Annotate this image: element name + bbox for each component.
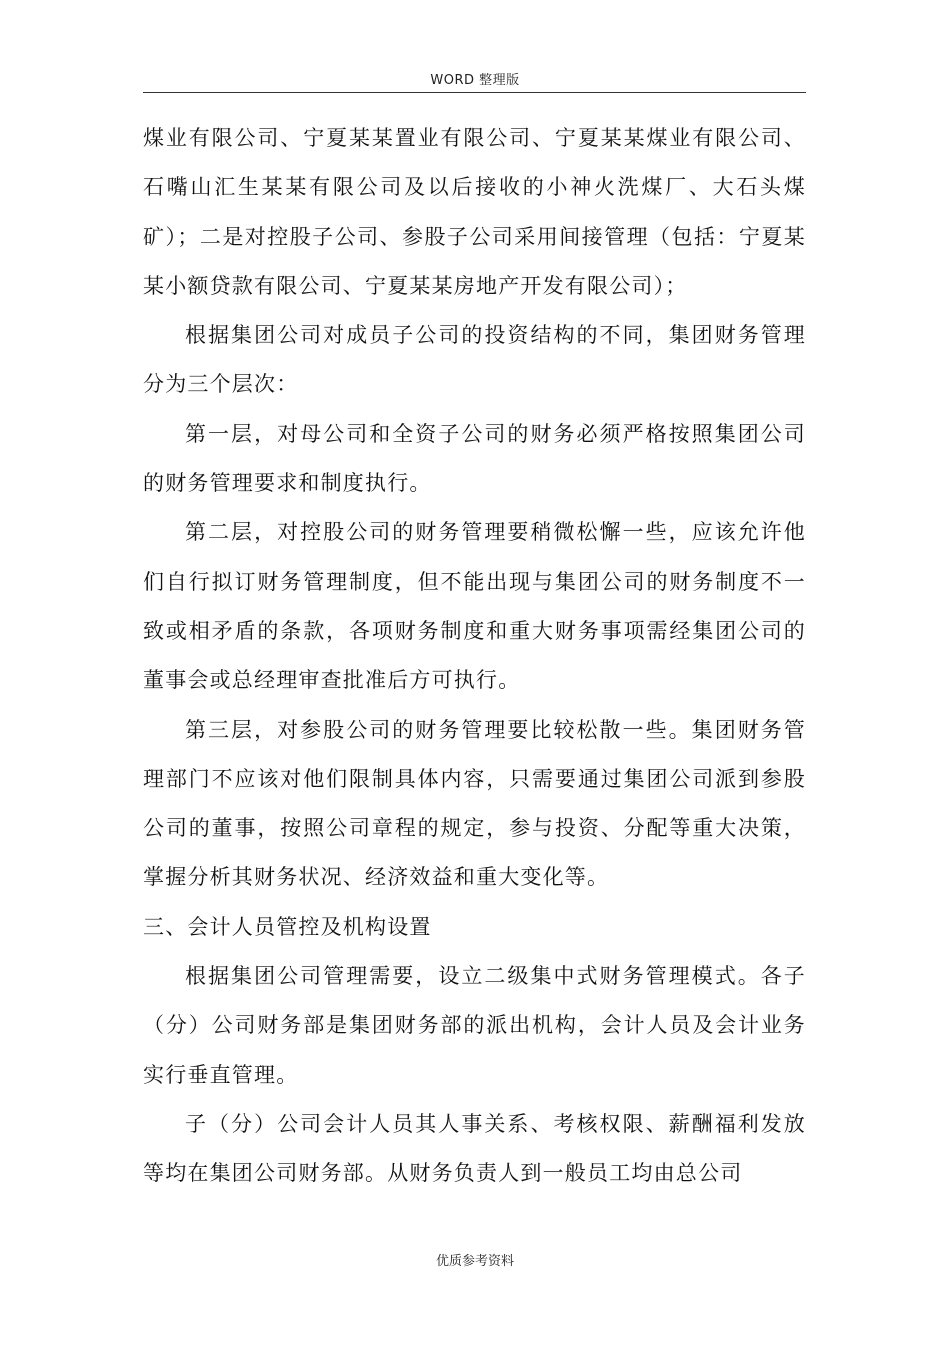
page-header: WORD 整理版 (430, 73, 520, 88)
paragraph-levels-intro: 根据集团公司对成员子公司的投资结构的不同，集团财务管理分为三个层次： (143, 323, 806, 397)
paragraph-personnel: 子（分）公司会计人员其人事关系、考核权限、薪酬福利发放等均在集团公司财务部。从财务负责人到一般员工均由总公司 (143, 1111, 806, 1186)
section-heading: 三、会计人员管控及机构设置 (143, 914, 432, 939)
paragraph-level-one: 第一层，对母公司和全资子公司的财务必须严格按照集团公司的财务管理要求和制度执行。 (143, 421, 806, 496)
paragraph-level-two: 第二层，对控股公司的财务管理要稍微松懈一些，应该允许他们自行拟订财务管理制度，但不能出现与集团公司的财务制度不一致或相矛盾的条款，各项财务制度和重大财务事项需经集团公司的董事会或总经理审查批准后方可执行。 (143, 520, 806, 693)
page-footer: 优质参考资料 (435, 1254, 514, 1269)
paragraph-continuation: 煤业有限公司、宁夏某某置业有限公司、宁夏某某煤业有限公司、石嘴山汇生某某有限公司及以后接收的小神火洗煤厂、大石头煤矿）；二是对控股子公司、参股子公司采用间接管理（包括：宁夏某某小额贷款有限公司、宁夏某某房地产开发有限公司）； (143, 126, 806, 298)
paragraph-level-three: 第三层，对参股公司的财务管理要比较松散一些。集团财务管理部门不应该对他们限制具体内容，只需要通过集团公司派到参股公司的董事，按照公司章程的规定，参与投资、分配等重大决策，掌握分析其财务状况、经济效益和重大变化等。 (143, 717, 806, 890)
document-body (143, 114, 806, 1199)
paragraph-management-mode: 根据集团公司管理需要，设立二级集中式财务管理模式。各子（分）公司财务部是集团财务部的派出机构，会计人员及会计业务实行垂直管理。 (143, 964, 806, 1087)
header-divider (143, 92, 806, 93)
